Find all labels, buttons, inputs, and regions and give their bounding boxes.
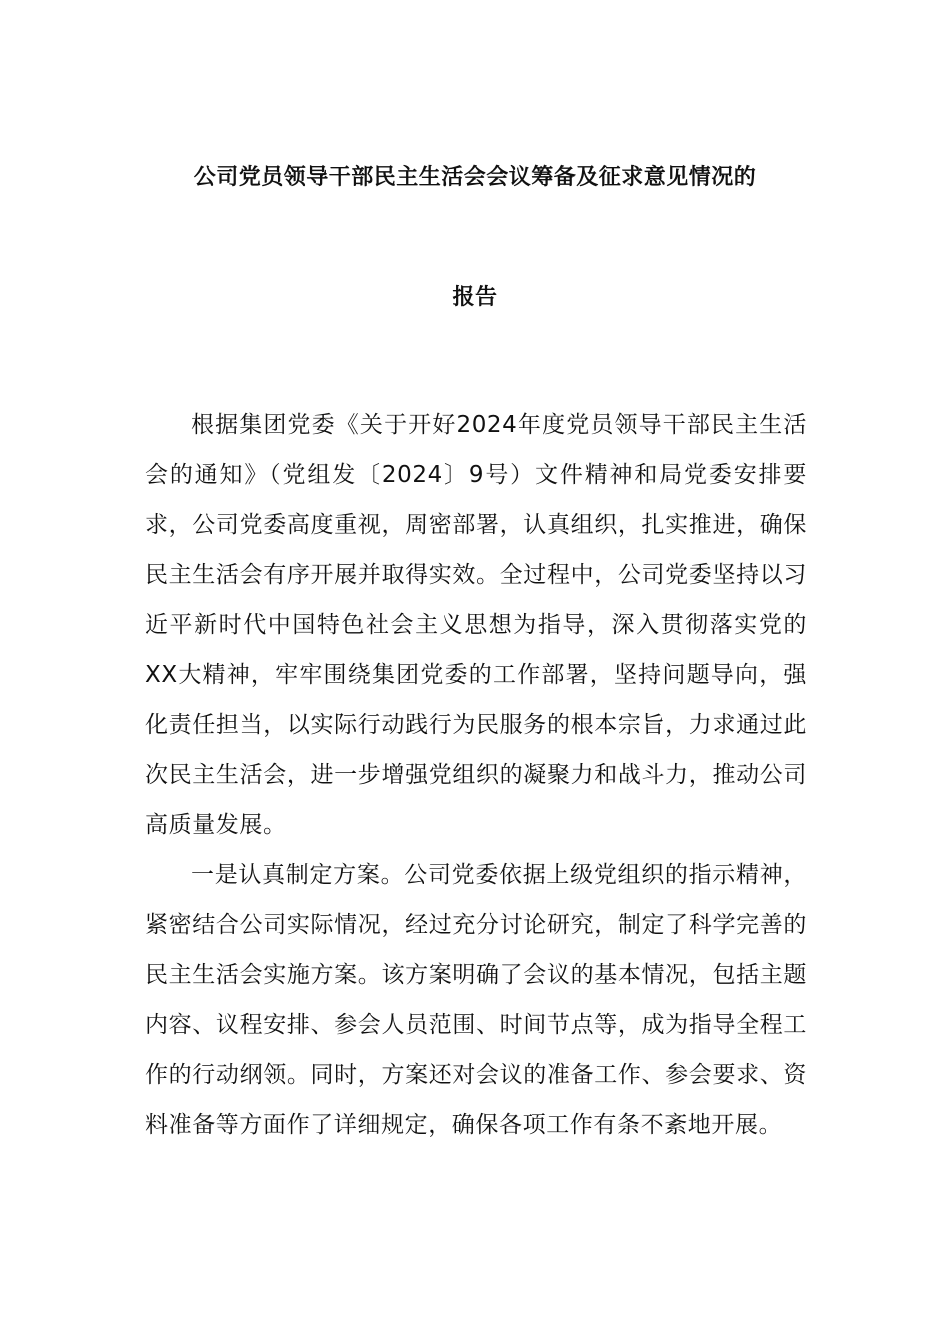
- paragraph-plan: 一是认真制定方案。公司党委依据上级党组织的指示精神，紧密结合公司实际情况，经过充分讨论研究，制定了科学完善的民主生活会实施方案。该方案明确了会议的基本情况，包括主题内容、议程安排、参会人员范围、时间节点等，成为指导全程工作的行动纲领。同时，方案还对会议的准备工作、参会要求、资料准备等方面作了详细规定，确保各项工作有条不紊地开展。: [145, 862, 807, 1138]
- document-title-line-1: 公司党员领导干部民主生活会会议筹备及征求意见情况的: [193, 165, 757, 190]
- document-body: [145, 400, 807, 1150]
- paragraph-intro: 根据集团党委《关于开好2024年度党员领导干部民主生活会的通知》（党组发〔2024〕9号）文件精神和局党委安排要求，公司党委高度重视，周密部署，认真组织，扎实推进，确保民主生活会有序开展并取得实效。全过程中，公司党委坚持以习近平新时代中国特色社会主义思想为指导，深入贯彻落实党的XX大精神，牢牢围绕集团党委的工作部署，坚持问题导向，强化责任担当，以实际行动践行为民服务的根本宗旨，力求通过此次民主生活会，进一步增强党组织的凝聚力和战斗力，推动公司高质量发展。: [145, 412, 807, 838]
- document-title-line-2: 报告: [452, 285, 498, 310]
